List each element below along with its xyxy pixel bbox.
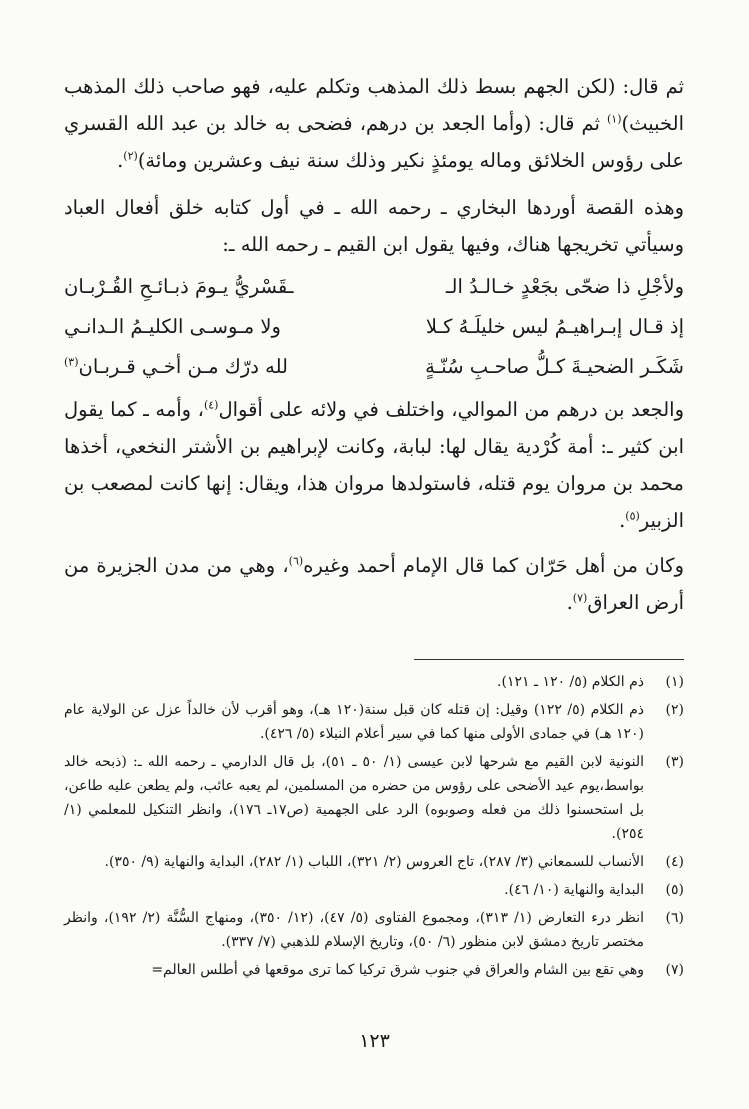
footnote	[64, 878, 684, 902]
verse-second-hemistich: ولا مـوسـى الكليـمُ الـدانـي	[64, 315, 281, 338]
footnote	[64, 750, 684, 846]
paragraph-text: ، وأمه ـ كما يقول ابن كثير ـ: أمة كُرْدية يقال لها: لبابة، وكانت لإبراهيم بن الأشتر النخعي، أخذها محمد بن مروان يوم قتله، فاستولدها مروان هذا، ويقال: إنها كانت لمصعب بن الزبير	[64, 398, 684, 532]
paragraph-text: ثم قال: (وأما الجعد بن درهم، فضحى به خالد بن عبد الله القسري على رؤوس الخلائق وماله يومئذٍ نكير وذلك سنة نيف وعشرين ومائة)	[64, 112, 684, 172]
footnote-number: (١)	[665, 674, 684, 690]
footnote-ref-7[interactable]: (٧)	[572, 591, 588, 605]
paragraph-2: وهذه القصة أوردها البخاري ـ رحمه الله ـ في أول كتابه خلق أفعال العباد وسيأتي تخريجها هناك، وفيها يقول ابن القيم ـ رحمه الله ـ:	[64, 196, 684, 256]
verse-second-hemistich: لله درّك مـن أخـي قـربـان$^{(٣)}$	[64, 355, 288, 378]
footnote-ref-4[interactable]: (٤)	[203, 398, 219, 412]
poem-verses	[64, 267, 684, 387]
paragraph-text: والجعد بن درهم من الموالي، واختلف في ولائه على أقوال	[218, 398, 684, 421]
footnote	[64, 906, 684, 954]
verse-line-1	[64, 267, 684, 307]
footnote-number: (٥)	[665, 882, 684, 898]
page-body	[64, 68, 684, 986]
footnote-ref-1[interactable]: (١)	[607, 112, 622, 126]
footnote	[64, 850, 684, 874]
footnote-text: الأنساب للسمعاني (٣/ ٢٨٧)، تاج العروس (٢/ ٣٢١)، اللباب (١/ ٢٨٢)، البداية والنهاية (٩/ ٣٥٠).	[104, 854, 644, 870]
page-number: ١٢٣	[359, 1030, 390, 1052]
verse-first-hemistich: ولأجْلِ ذا ضحّى بجَعْدٍ خـالـدُ الـ	[445, 275, 684, 298]
footnote-ref-6[interactable]: (٦)	[288, 554, 304, 568]
paragraph-3	[64, 391, 684, 539]
paragraph-1	[64, 68, 684, 179]
footnote-text: وهي تقع بين الشام والعراق في جنوب شرق تركيا كما ترى موقعها في أطلس العالم=	[151, 962, 644, 978]
footnote-ref-2[interactable]: (٢)	[123, 149, 138, 163]
paragraph-text: وكان من أهل حَرّان كما قال الإمام أحمد وغيره	[303, 554, 684, 577]
verse-first-hemistich: إذ قـال إبـراهيـمُ ليس خليلَـهُ كـلا	[425, 315, 684, 338]
footnote-divider	[414, 659, 684, 660]
footnote-text: انظر درء التعارض (١/ ٣١٣)، ومجموع الفتاوى (٥/ ٤٧)، (١٢/ ٣٥٠)، ومنهاج السُّنَّة (٢/ ١٩٢)، وانظر مختصر تاريخ دمشق لابن منظور (٦/ ٥٠)، وتاريخ الإسلام للذهبي (٧/ ٣٣٧).	[64, 910, 645, 950]
paragraph-text: .	[619, 509, 626, 532]
footnote-ref-3[interactable]: (٣)	[64, 355, 79, 369]
paragraph-text: .	[566, 591, 573, 614]
verse-line-2	[64, 307, 684, 347]
paragraph-text: .	[117, 149, 124, 172]
footnote-number: (٦)	[665, 910, 684, 926]
footnote	[64, 698, 684, 746]
footnote-number: (٢)	[665, 702, 684, 718]
footnote	[64, 958, 684, 982]
footnote-text: النونية لابن القيم مع شرحها لابن عيسى (١/ ٥٠ ـ ٥١)، بل قال الدارمي ـ رحمه الله ـ: (ذبحه خالد بواسط،يوم عيد الأضحى على رؤوس من حضره من المسلمين، لم يعبه عائب، ولم يطعن عليه طاعن، بل استحسنوا ذلك من فعله وصوبوه) الرد على الجهمية (ص١٧ـ ١٧٦)، وانظر التنكيل للمعلمي (١/ ٢٥٤).	[64, 754, 644, 842]
footnote-text: ذم الكلام (٥/ ١٢٢) وقيل: إن قتله كان قبل سنة(١٢٠ هـ)، وهو أقرب لأن خالداً عزل عن الولاية عام (١٢٠ هـ) في جمادى الأولى منها كما في سير أعلام النبلاء (٥/ ٤٢٦).	[64, 702, 645, 742]
footnote	[64, 670, 684, 694]
verse-second-hemistich: ـقَسْريُّ يـومَ ذبـائـحِ القُـرْبـان	[64, 275, 294, 298]
footnote-number: (٧)	[665, 962, 684, 978]
footnote-number: (٣)	[665, 754, 684, 770]
paragraph-text: ثم قال: (لكن الجهم بسط ذلك المذهب وتكلم عليه، فهو صاحب ذلك المذهب الخبيث)	[64, 75, 684, 135]
verse-first-hemistich: شَكَـر الضحيـةَ كـلُّ صاحـبِ سُنّـةٍ	[425, 355, 684, 378]
paragraph-4	[64, 547, 684, 621]
footnotes	[64, 670, 684, 982]
paragraph-text: ، وهي من مدن الجزيرة من أرض العراق	[64, 554, 684, 614]
footnote-ref-5[interactable]: (٥)	[625, 509, 640, 523]
verse-line-3	[64, 347, 684, 387]
footnote-number: (٤)	[665, 854, 684, 870]
footnote-text: ذم الكلام (٥/ ١٢٠ ـ ١٢١).	[497, 674, 644, 690]
footnote-text: البداية والنهاية (١٠/ ٤٦).	[504, 882, 644, 898]
